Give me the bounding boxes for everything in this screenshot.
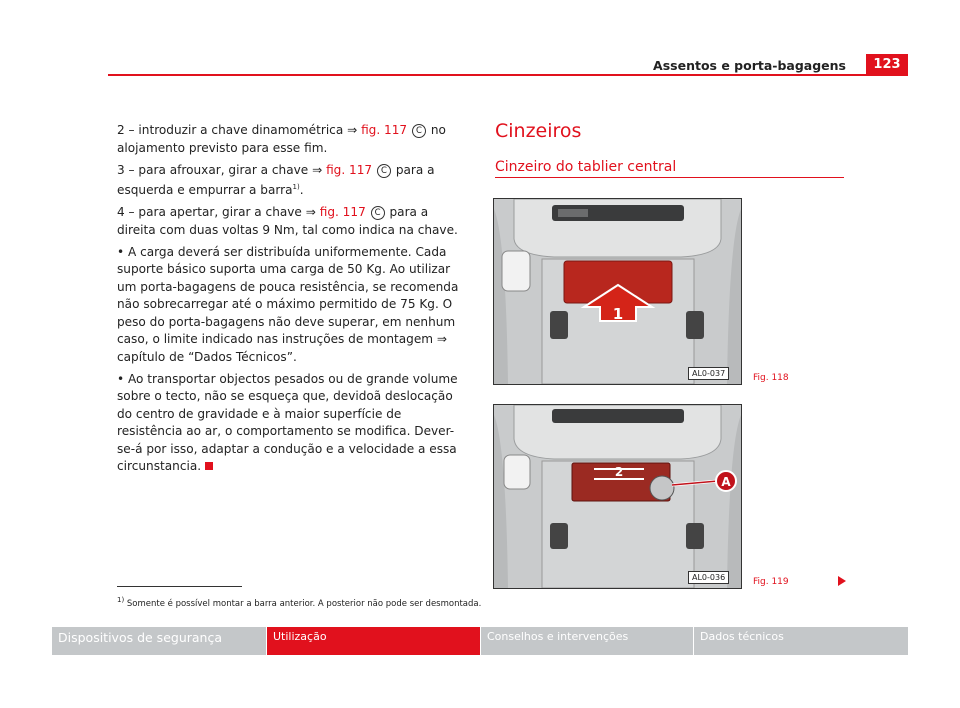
continue-arrow-icon[interactable] — [838, 576, 846, 586]
step-4-paragraph: 4 – para apertar, girar a chave ⇒ fig. 117 C para a direita com duas voltas 9 Nm, tal como indica na chave. — [117, 205, 458, 237]
tab-utilizacao[interactable]: Utilização — [267, 627, 480, 655]
subsection-rule — [495, 177, 844, 178]
footnote: $^{1)}$ Somente é possível montar a barra anterior. A posterior não pode ser desmontada. — [117, 596, 482, 609]
fig-117-link[interactable]: fig. 117 — [361, 123, 408, 137]
running-header-title: Assentos e porta-bagagens — [653, 58, 846, 73]
callout-a: A — [721, 475, 731, 489]
fig-117-link[interactable]: fig. 117 — [326, 162, 373, 177]
section-heading: Cinzeiros — [495, 120, 582, 142]
step-2-paragraph: 2 – introduzir a chave dinamométrica ⇒ fig. 117 C no alojamento previsto para esse fim. — [117, 123, 446, 155]
figure-118-caption: Fig. 118 — [753, 373, 789, 383]
circle-c-icon: C — [412, 124, 426, 138]
marker-2: 2 — [614, 465, 624, 479]
figure-code: AL0-037 — [688, 367, 729, 380]
footnote-rule — [117, 586, 242, 587]
page-number: 123 — [866, 54, 908, 76]
circle-c-icon: C — [371, 206, 385, 220]
figure-119-image — [493, 404, 742, 589]
tab-conselhos-e-intervencoes[interactable]: Conselhos e intervenções — [481, 627, 693, 655]
step-3-paragraph: 3 – para afrouxar, girar a chave ⇒ fig. 117 C para a esquerda e empurrar a barra$^{1)}$. — [117, 162, 435, 198]
circle-c-icon: C — [377, 164, 391, 178]
left-column-text — [117, 122, 469, 480]
marker-1: 1 — [612, 305, 624, 323]
console-ashtray-closed-illustration — [494, 199, 741, 384]
subsection-heading: Cinzeiro do tablier central — [495, 159, 677, 175]
fig-117-link[interactable]: fig. 117 — [319, 205, 366, 220]
tab-dados-tecnicos[interactable]: Dados técnicos — [694, 627, 908, 655]
end-of-section-icon — [205, 462, 213, 470]
footnote-ref[interactable]: 1) — [292, 183, 300, 191]
figure-119-caption: Fig. 119 — [753, 577, 789, 587]
figure-code: AL0-036 — [688, 571, 729, 584]
header-rule — [108, 74, 908, 76]
console-ashtray-open-illustration — [494, 405, 741, 588]
heavy-objects-paragraph: • Ao transportar objectos pesados ou de grande volume sobre o tecto, não se esqueça que, devidoã deslocação do centro de gravidade e à maior superfície de resistência ao ar, o comportamento se modifica. Dever-se-á por isso, adaptar a condução e a velocidade a essa circunstancia. — [117, 371, 458, 474]
tab-dispositivos-de-seguranca[interactable]: Dispositivos de segurança — [52, 627, 266, 655]
load-distribution-paragraph: • A carga deverá ser distribuída uniformemente. Cada suporte básico suporta uma carga de 50 Kg. Ao utilizar um porta-bagagens de pouca resistência, se recomenda não sobrecarregar até o máximo permitido de 75 Kg. O peso do porta-bagagens não deve superar, em nenhum caso, o limite indicado nas instruções de montagem ⇒ capítulo de “Dados Técnicos”. — [117, 244, 459, 364]
figure-118-image — [493, 198, 742, 385]
